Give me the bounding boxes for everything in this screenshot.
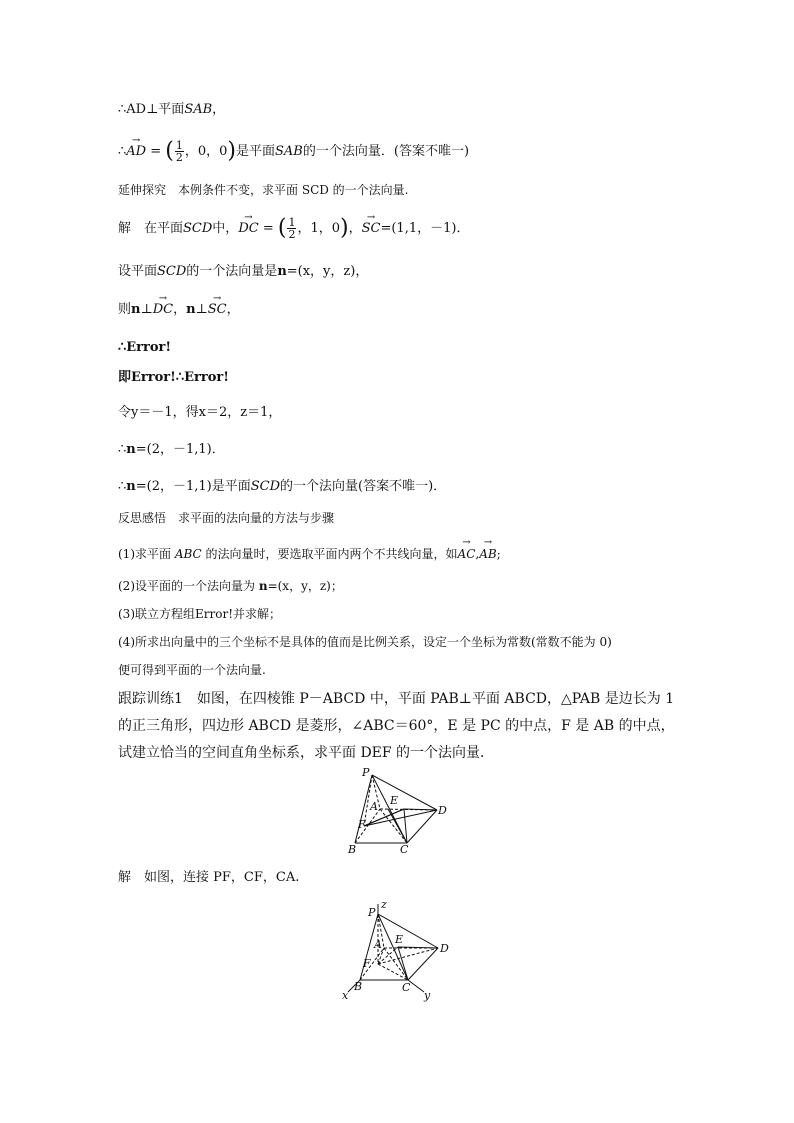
text: 的一个法向量．(答案不唯一) xyxy=(302,144,470,159)
line-extension xyxy=(118,180,409,200)
vector-n: n xyxy=(131,302,141,317)
text: =(2，－1,1)． xyxy=(135,442,225,457)
line-normal-n xyxy=(118,262,368,282)
line-ad-normal xyxy=(118,140,469,163)
line-step-3: (3)联立方程组Error!并求解； xyxy=(118,607,282,621)
text: ⊥ xyxy=(195,302,208,317)
text: =(x，y，z)； xyxy=(267,579,343,593)
label-y-axis: y xyxy=(424,989,431,1002)
vector-n: n xyxy=(186,302,196,317)
vector-dc: → DC xyxy=(153,300,173,320)
line-error-2: 即Error!∴Error! xyxy=(118,370,229,385)
text: =(x，y，z)， xyxy=(286,264,369,279)
vector-ab: → AB xyxy=(479,544,496,564)
plane-name: ABC xyxy=(174,547,202,561)
line-step-1 xyxy=(118,544,501,564)
plane-name: SCD xyxy=(183,221,213,236)
line-reflection xyxy=(118,508,334,528)
pyramid-coordinate-figure xyxy=(338,900,458,1002)
text: 的一个法向量是 xyxy=(186,264,278,279)
text: = xyxy=(146,144,166,159)
vector-sc: → SC xyxy=(362,219,381,239)
line-solution-scd xyxy=(118,217,469,240)
text: 求平面的法向量的方法与步骤 xyxy=(178,511,335,525)
text: 的法向量时，要选取平面内两个不共线向量，如 xyxy=(201,547,458,561)
vector-ad: → AD xyxy=(126,142,146,162)
label-c: C xyxy=(400,843,409,856)
text: ， xyxy=(173,302,187,317)
numerator: 1 xyxy=(288,216,296,229)
label-b: B xyxy=(354,980,363,993)
line-connect: 解 如图，连接 PF，CF，CA. xyxy=(118,870,300,885)
label-e: E xyxy=(395,933,404,946)
text: ⊥ xyxy=(140,302,153,317)
line-perp xyxy=(118,300,240,320)
line-let-y: 令y＝－1，得x＝2，z＝1， xyxy=(118,405,282,420)
label-a: A xyxy=(370,800,378,813)
plane-name: SCD xyxy=(250,479,280,494)
text: ，0，0 xyxy=(184,144,228,159)
vector-dc: → DC xyxy=(238,219,258,239)
denominator: 2 xyxy=(288,228,296,241)
text: = xyxy=(258,221,278,236)
text: 解 在平面 xyxy=(118,221,184,236)
line-n-value xyxy=(118,440,225,460)
label-p: P xyxy=(362,766,370,779)
text: 是平面 xyxy=(236,144,276,159)
label-d: D xyxy=(438,804,447,817)
line-ad-perp xyxy=(118,100,225,120)
label-b: B xyxy=(348,843,357,856)
plane-name: SAB xyxy=(275,144,303,159)
exercise-paragraph: 跟踪训练1 如图，在四棱锥 P－ABCD 中，平面 PAB⊥平面 ABCD，△PAB 是边长为 1 的正三角形，四边形 ABCD 是菱形，∠ABC＝60°，E 是 PC 的中点，F 是 AB 的中点，试建立恰当的空间直角坐标系，求平面 DEF 的一个法向量． xyxy=(118,691,675,761)
label-z: z xyxy=(381,900,387,911)
text: , xyxy=(475,547,480,561)
text: 则 xyxy=(118,302,132,317)
fraction xyxy=(287,217,296,240)
text: =(2，－1,1)是平面 xyxy=(135,479,251,494)
label-d: D xyxy=(440,942,449,955)
vector-n: n xyxy=(258,579,268,593)
line-error-1: ∴Error! xyxy=(118,340,172,355)
denominator: 2 xyxy=(175,151,183,164)
line-step-4: (4)所求出向量中的三个坐标不是具体的值而是比例关系，设定一个坐标为常数(常数不能为 0) xyxy=(118,635,612,649)
text: ∴ xyxy=(118,144,127,159)
paren-close: ) xyxy=(227,138,236,164)
label-e: E xyxy=(390,794,399,807)
paren-open: ( xyxy=(165,138,174,164)
vector-ac: → AC xyxy=(458,544,476,564)
plane-name: SAB xyxy=(184,102,213,117)
text: =(1,1，－1)． xyxy=(380,221,470,236)
text: ∴ xyxy=(118,479,127,494)
section-tag: 反思感悟 xyxy=(118,511,167,525)
line-step-2 xyxy=(118,576,343,596)
text: ∴AD⊥平面 xyxy=(118,102,185,117)
text: ; xyxy=(496,547,501,561)
pyramid-figure xyxy=(340,765,455,860)
text: (2)设平面的一个法向量为 xyxy=(118,579,259,593)
label-f: F xyxy=(363,957,371,970)
fraction xyxy=(175,140,184,163)
text: ， xyxy=(348,221,362,236)
line-step-4-cont: 便可得到平面的一个法向量. xyxy=(118,663,266,677)
numerator: 1 xyxy=(175,139,183,152)
label-f: F xyxy=(358,818,366,831)
section-tag: 延伸探究 xyxy=(118,183,167,197)
text: 中， xyxy=(212,221,239,236)
vector-n: n xyxy=(126,479,136,494)
label-x-axis: x xyxy=(342,989,349,1002)
text: ∴ xyxy=(118,442,127,457)
paren-close: ) xyxy=(340,215,349,241)
text: 本例条件不变，求平面 SCD 的一个法向量. xyxy=(178,183,409,197)
text: ，1，0 xyxy=(297,221,340,236)
text: (1)求平面 xyxy=(118,547,175,561)
vector-sc: → SC xyxy=(208,300,227,320)
label-a: A xyxy=(374,938,382,951)
label-p: P xyxy=(368,906,376,919)
text: 设平面 xyxy=(118,264,158,279)
text: ， xyxy=(226,302,240,317)
plane-name: SCD xyxy=(157,264,187,279)
label-c: C xyxy=(402,981,411,994)
text: 的一个法向量(答案不唯一)． xyxy=(280,479,447,494)
line-n-conclusion xyxy=(118,477,446,497)
paren-open: ( xyxy=(277,215,287,241)
text: ， xyxy=(212,102,226,117)
vector-n: n xyxy=(126,442,136,457)
vector-n: n xyxy=(277,264,287,279)
